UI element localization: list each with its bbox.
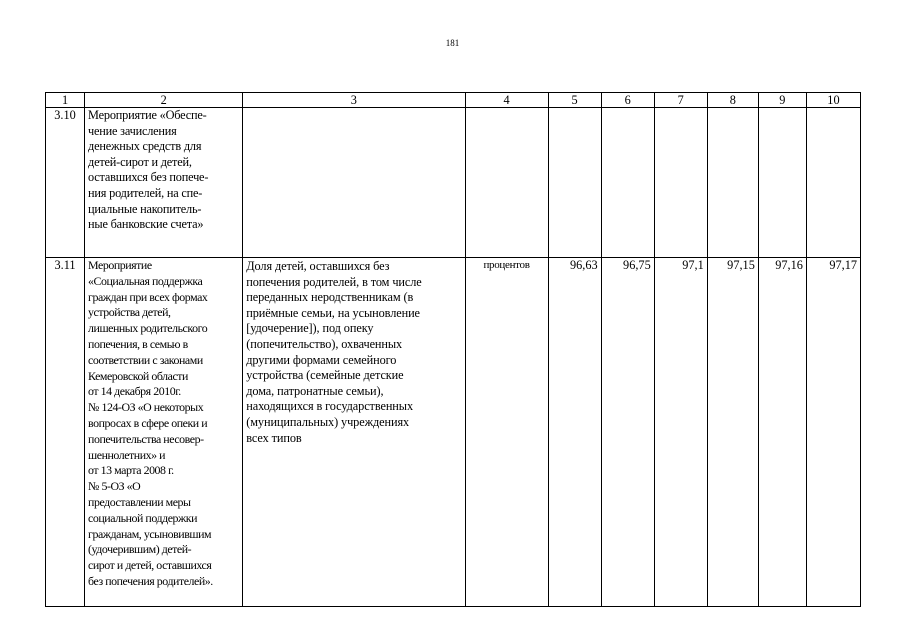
measure-line: попечения, в семью в	[88, 336, 188, 351]
indicator-line: приёмные семьи, на усыновление	[246, 305, 420, 320]
value-cell	[654, 108, 707, 258]
column-header: 2	[85, 93, 243, 108]
measure-line: от 13 марта 2008 г.	[88, 463, 174, 478]
measure-line: вопросах в сфере опеки и	[88, 415, 208, 430]
measure-line: граждан при всех формах	[88, 289, 208, 304]
indicator-line: [удочерение]), под опеку	[246, 321, 374, 336]
measure-line: «Социальная поддержка	[88, 273, 203, 288]
indicator-line: (попечительство), охваченных	[246, 336, 403, 351]
measure-line: детей-сирот и детей,	[88, 154, 192, 169]
column-header: 6	[601, 93, 654, 108]
unit-cell	[465, 108, 548, 258]
value-cell	[548, 108, 601, 258]
value-cell	[707, 108, 758, 258]
indicator-line: находящихся в государственных	[246, 399, 413, 414]
column-header: 8	[707, 93, 758, 108]
table-header-row	[46, 93, 861, 108]
unit-cell: процентов	[465, 258, 548, 607]
measure-line: ния родителей, на спе-	[88, 185, 203, 200]
measure-line: (удочерившим) детей-	[88, 542, 192, 557]
column-header: 5	[548, 93, 601, 108]
value-cell	[601, 108, 654, 258]
measure-line: лишенных родительского	[88, 321, 208, 336]
measure-cell	[85, 258, 243, 607]
measure-line: предоставлении меры	[88, 494, 191, 509]
measure-line: денежных средств для	[88, 139, 202, 154]
row-number: 3.11	[46, 258, 85, 607]
value-cell	[806, 108, 860, 258]
indicator-line: (муниципальных) учреждениях	[246, 414, 410, 429]
measure-cell	[85, 108, 243, 258]
column-header: 1	[46, 93, 85, 108]
measure-line: ные банковские счета»	[88, 217, 204, 232]
measure-line: соответствии с законами	[88, 352, 203, 367]
indicator-line: всех типов	[246, 430, 302, 445]
indicator-line: дома, патронатные семьи),	[246, 383, 384, 398]
measure-line: циальные накопитель-	[88, 201, 202, 216]
table-row	[46, 108, 861, 258]
measure-line: от 14 декабря 2010г.	[88, 384, 181, 399]
value-cell: 97,1	[654, 258, 707, 607]
indicator-cell	[243, 108, 465, 258]
measure-line: чение зачисления	[88, 123, 177, 138]
indicator-line: переданных неродственникам (в	[246, 290, 414, 305]
indicator-line: попечения родителей, в том числе	[246, 274, 422, 289]
indicator-line: Доля детей, оставшихся без	[246, 259, 390, 273]
measure-line: сирот и детей, оставшихся	[88, 558, 212, 573]
measure-line: Кемеровской области	[88, 368, 188, 383]
column-header: 3	[243, 93, 465, 108]
value-cell: 97,15	[707, 258, 758, 607]
indicator-cell	[243, 258, 465, 607]
measure-line: оставшихся без попече-	[88, 170, 209, 185]
value-cell: 96,75	[601, 258, 654, 607]
indicator-line: устройства (семейные детские	[246, 368, 404, 383]
measure-line: шеннолетних» и	[88, 447, 166, 462]
indicator-table	[45, 92, 861, 607]
measure-line: социальной поддержки	[88, 510, 198, 525]
measure-line: без попечения родителей».	[88, 573, 213, 588]
page-number: 181	[445, 38, 460, 48]
column-header: 10	[806, 93, 860, 108]
measure-line: № 5-ОЗ «О	[88, 479, 141, 494]
table-row	[46, 258, 861, 607]
measure-line: Мероприятие	[88, 258, 152, 272]
column-header: 9	[758, 93, 806, 108]
value-cell: 97,17	[806, 258, 860, 607]
indicator-line: другими формами семейного	[246, 352, 397, 367]
value-cell: 97,16	[758, 258, 806, 607]
measure-line: гражданам, усыновившим	[88, 526, 212, 541]
row-number: 3.10	[46, 108, 85, 258]
measure-line: попечительства несовер-	[88, 431, 204, 446]
column-header: 7	[654, 93, 707, 108]
measure-line: Мероприятие «Обеспе-	[88, 108, 207, 122]
value-cell: 96,63	[548, 258, 601, 607]
measure-line: устройства детей,	[88, 305, 171, 320]
measure-line: № 124-ОЗ «О некоторых	[88, 400, 204, 415]
column-header: 4	[465, 93, 548, 108]
value-cell	[758, 108, 806, 258]
